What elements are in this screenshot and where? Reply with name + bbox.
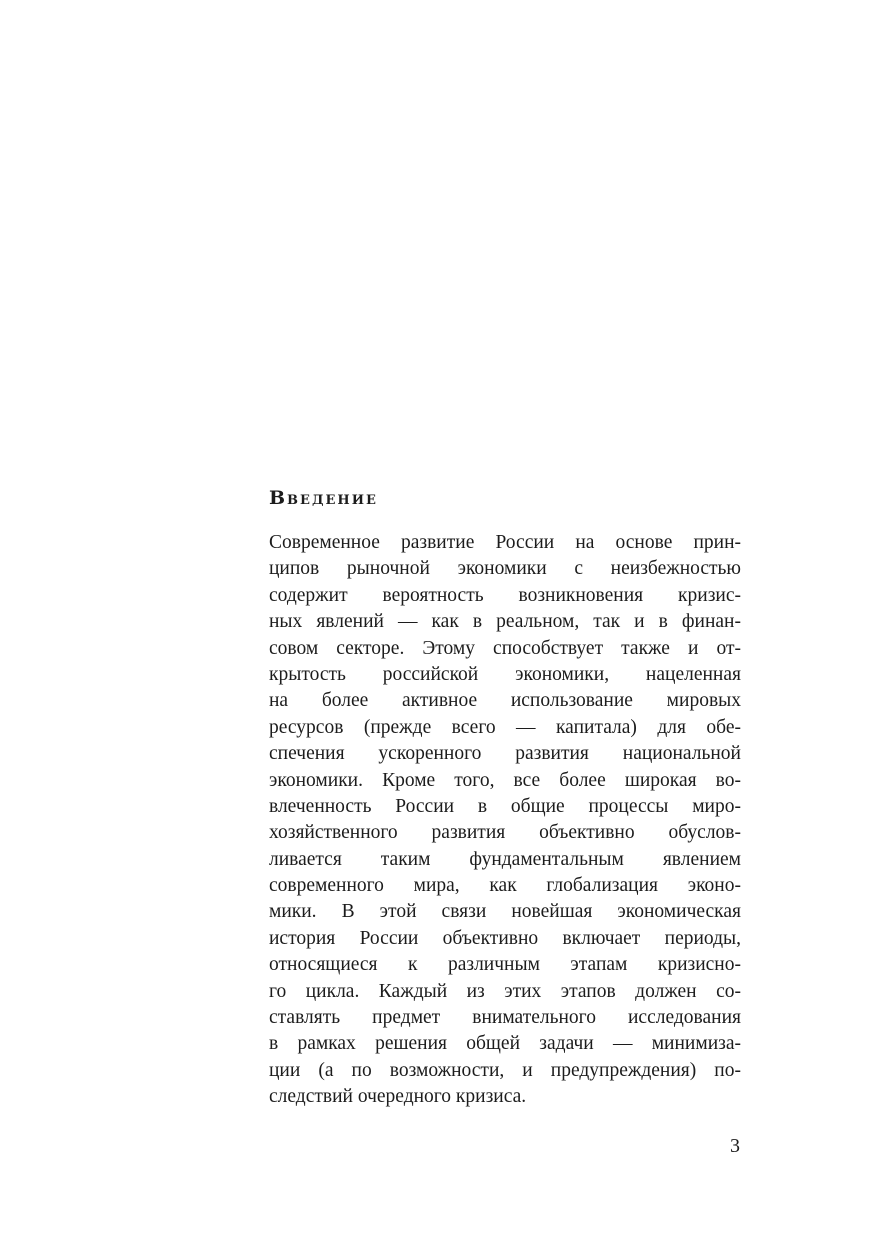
text-line: следствий очередного кризиса. xyxy=(269,1086,527,1108)
text-line: ливается таким фундаментальным явлением xyxy=(269,848,741,870)
text-line: ных явлений — как в реальном, так и в финан- xyxy=(269,611,741,633)
text-line: современного мира, как глобализация эконо- xyxy=(269,875,741,897)
text-line: ципов рыночной экономики с неизбежностью xyxy=(269,558,741,580)
text-line: хозяйственного развития объективно обуслов- xyxy=(269,822,741,844)
text-line: история России объективно включает периоды, xyxy=(269,927,741,949)
text-line: ресурсов (прежде всего — капитала) для обе- xyxy=(269,716,741,738)
text-line: ставлять предмет внимательного исследования xyxy=(269,1007,741,1029)
page-number: 3 xyxy=(730,1135,740,1157)
text-line: ции (а по возможности, и предупреждения) по- xyxy=(269,1059,741,1081)
text-line: спечения ускоренного развития национальной xyxy=(269,743,741,765)
text-line: содержит вероятность возникновения кризис- xyxy=(269,584,741,606)
text-line: го цикла. Каждый из этих этапов должен со- xyxy=(269,980,741,1002)
text-line: экономики. Кроме того, все более широкая во- xyxy=(269,769,741,791)
body-paragraph xyxy=(269,530,741,1111)
text-line: относящиеся к различным этапам кризисно- xyxy=(269,954,741,976)
text-line: Современное развитие России на основе прин- xyxy=(269,532,741,553)
text-line: совом секторе. Этому способствует также и от- xyxy=(269,637,741,659)
text-line: крытость российской экономики, нацеленная xyxy=(269,663,741,685)
text-line: в рамках решения общей задачи — минимиза- xyxy=(269,1033,741,1055)
text-line: влеченность России в общие процессы миро- xyxy=(269,795,741,817)
section-heading: Введение xyxy=(269,487,378,509)
text-line: на более активное использование мировых xyxy=(269,690,741,712)
text-line: мики. В этой связи новейшая экономическая xyxy=(269,901,741,923)
